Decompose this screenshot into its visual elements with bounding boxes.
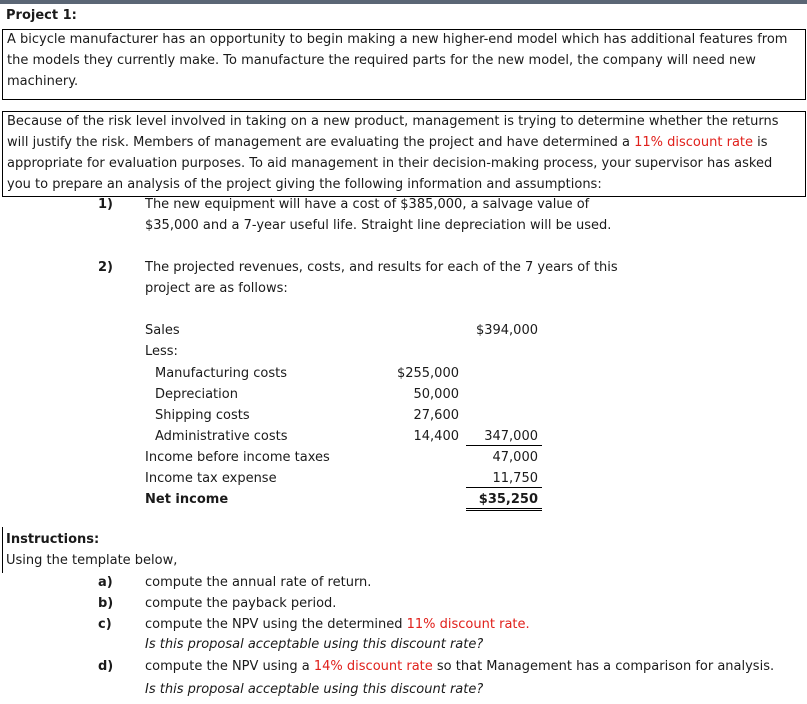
risk-line-2-text: will justify the risk. Members of management are evaluating the project and have determined a bbox=[7, 135, 635, 150]
shipping-costs-value: 27,600 bbox=[413, 408, 459, 423]
assumption-2-number: 2) bbox=[98, 260, 113, 275]
administrative-costs-value: 14,400 bbox=[413, 429, 459, 444]
risk-line-2-tail: is bbox=[753, 135, 768, 150]
depreciation-label: Depreciation bbox=[155, 387, 238, 402]
instruction-a-text: compute the annual rate of return. bbox=[145, 575, 372, 590]
less-label: Less: bbox=[145, 344, 178, 359]
income-tax-label: Income tax expense bbox=[145, 471, 277, 486]
income-tax-text: 11,750 bbox=[492, 471, 538, 486]
shipping-costs-label: Shipping costs bbox=[155, 408, 250, 423]
instructions-intro: Using the template below, bbox=[6, 553, 178, 568]
intro-line-2: the models they currently make. To manufacture the required parts for the new model, the company will need new bbox=[7, 53, 756, 68]
assumption-1-number: 1) bbox=[98, 197, 113, 212]
depreciation-value: 50,000 bbox=[413, 387, 459, 402]
top-border bbox=[0, 0, 807, 4]
net-income-text: $35,250 bbox=[478, 492, 538, 507]
instruction-d-text bbox=[145, 659, 774, 675]
sales-label: Sales bbox=[145, 323, 180, 338]
instructions-left-border bbox=[2, 527, 3, 573]
manufacturing-costs-label: Manufacturing costs bbox=[155, 366, 288, 381]
total-costs-value bbox=[466, 429, 542, 446]
intro-line-1: A bicycle manufacturer has an opportunity to begin making a new higher-end model which has additional features from bbox=[7, 32, 788, 47]
instruction-c-letter: c) bbox=[98, 617, 112, 632]
assumption-2-line-1: The projected revenues, costs, and results for each of the 7 years of this bbox=[145, 260, 618, 275]
risk-line-3: appropriate for evaluation purposes. To aid management in their decision-making process, your supervisor has asked bbox=[7, 156, 773, 171]
risk-paragraph-box bbox=[2, 111, 806, 197]
instruction-a-letter: a) bbox=[98, 575, 113, 590]
income-before-taxes-value: 47,000 bbox=[492, 450, 538, 465]
assumption-1-line-2: $35,000 and a 7-year useful life. Straight line depreciation will be used. bbox=[145, 218, 612, 233]
net-income-value bbox=[466, 492, 542, 511]
total-costs-text: 347,000 bbox=[484, 429, 538, 444]
instruction-c-question: Is this proposal acceptable using this discount rate? bbox=[145, 637, 484, 652]
instruction-b-text: compute the payback period. bbox=[145, 596, 337, 611]
income-tax-value bbox=[466, 471, 542, 488]
instruction-c-rate: 11% discount rate. bbox=[406, 617, 530, 632]
instruction-c-pre: compute the NPV using the determined bbox=[145, 617, 407, 632]
net-income-label: Net income bbox=[145, 492, 229, 507]
intro-line-3: machinery. bbox=[7, 74, 79, 89]
instruction-d-question: Is this proposal acceptable using this discount rate? bbox=[145, 682, 484, 697]
administrative-costs-label: Administrative costs bbox=[155, 429, 288, 444]
instructions-title: Instructions: bbox=[6, 532, 100, 547]
discount-rate-highlight: 11% discount rate bbox=[634, 135, 754, 150]
instruction-d-letter: d) bbox=[98, 659, 114, 674]
instruction-c-text bbox=[145, 617, 530, 633]
assumption-2-line-2: project are as follows: bbox=[145, 281, 288, 296]
instruction-d-post: so that Management has a comparison for analysis. bbox=[432, 659, 775, 674]
manufacturing-costs-value: $255,000 bbox=[396, 366, 459, 381]
risk-line-2 bbox=[7, 135, 768, 151]
instruction-b-letter: b) bbox=[98, 596, 114, 611]
intro-paragraph-box bbox=[2, 29, 806, 100]
risk-line-1: Because of the risk level involved in taking on a new product, management is trying to determine whether the returns bbox=[7, 114, 779, 129]
instruction-d-rate: 14% discount rate bbox=[313, 659, 433, 674]
income-before-taxes-label: Income before income taxes bbox=[145, 450, 330, 465]
sales-value: $394,000 bbox=[475, 323, 538, 338]
risk-line-4: you to prepare an analysis of the project giving the following information and assumptions: bbox=[7, 177, 602, 192]
instruction-d-pre: compute the NPV using a bbox=[145, 659, 314, 674]
project-title: Project 1: bbox=[6, 8, 77, 23]
assumption-1-line-1: The new equipment will have a cost of $385,000, a salvage value of bbox=[145, 197, 590, 212]
